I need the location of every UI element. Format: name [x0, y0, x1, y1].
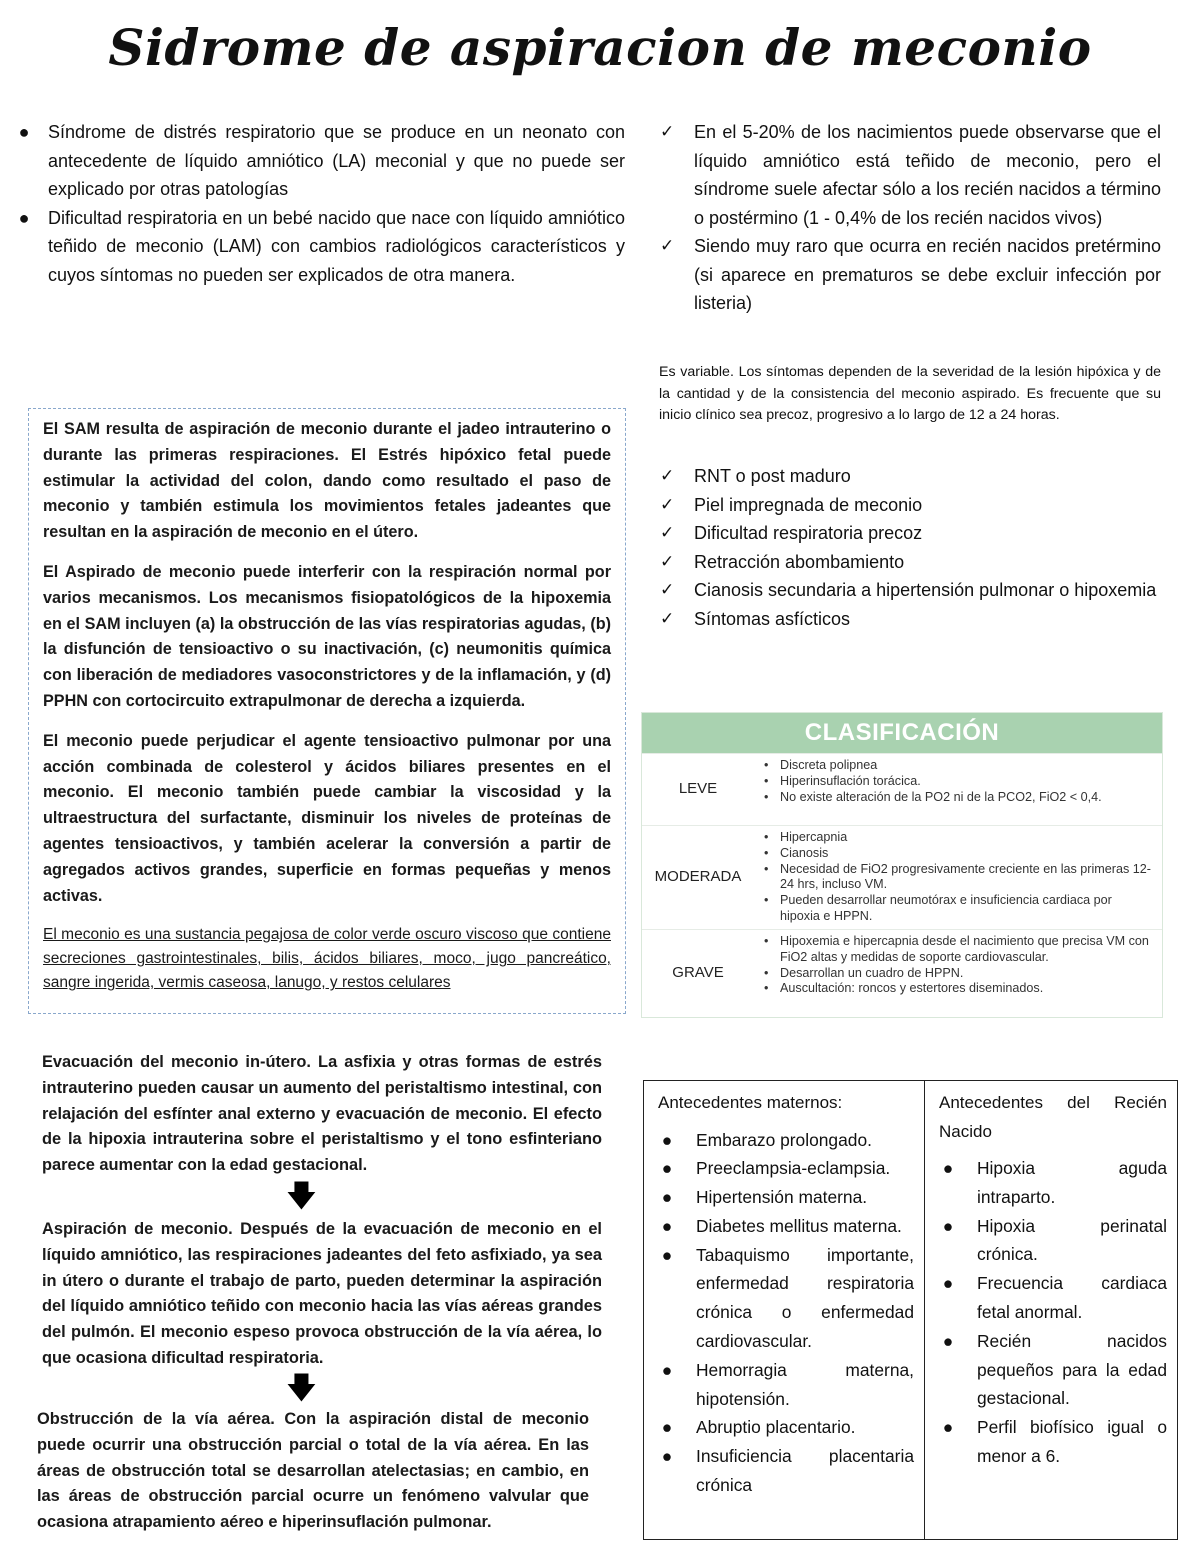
table-row [642, 753, 1162, 826]
bullet-icon: ● [661, 1417, 673, 1438]
checkmark-icon: ✓ [660, 122, 675, 141]
list-item: ✓ Dificultad respiratoria precoz [658, 519, 1161, 548]
checkmark-icon: ✓ [660, 608, 675, 628]
newborn-list [939, 1154, 1167, 1471]
checkmark-icon: ✓ [660, 466, 675, 485]
list-item: ● Hemorragia materna, hipotensión. [658, 1356, 914, 1414]
bullet-icon: ● [661, 1215, 673, 1236]
bullet-icon: ● [942, 1273, 954, 1294]
list-item: ● Hipertensión materna. [658, 1183, 914, 1212]
list-item: ✓ En el 5-20% de los nacimientos puede observarse que el líquido amniótico está teñido de meconio, pero el síndrome suele afectar sólo a los recién nacidos a término o postérmino (1 - 0,4% de los recién nacidos vivos) [658, 118, 1161, 232]
pathophysiology-box [28, 408, 626, 1014]
severity-label: LEVE [678, 780, 718, 797]
list-item: ● Tabaquismo importante, enfermedad respiratoria crónica o enfermedad cardiovascular. [658, 1241, 914, 1356]
flow-step-2: Aspiración de meconio. Después de la evacuación de meconio en el líquido amniótico, las respiraciones jadeantes del feto asfixiado, ya sea in útero o durante el trabajo de parto, pueden determinar la aspiración del líquido amniótico teñido con meconio hacia las vías aéreas grandes del pulmón. El meconio espeso provoca obstrucción de la vía aérea, lo que ocasiona dificultad respiratoria. [42, 1220, 602, 1367]
list-item: ● Dificultad respiratoria en un bebé nacido que nace con líquido amniótico teñido de meconio (LAM) con cambios radiológicos característicos y cuyos síntomas no pueden ser explicados de otra manera. [14, 204, 625, 290]
bullet-icon: ● [661, 1187, 673, 1208]
checkmark-icon: ✓ [660, 523, 675, 542]
list-item: ● Hipoxia perinatal crónica. [939, 1212, 1167, 1270]
list-item: ● Recién nacidos pequeños para la edad gestacional. [939, 1327, 1167, 1413]
definition-list [14, 118, 625, 289]
list-item: ● Preeclampsia-eclampsia. [658, 1154, 914, 1183]
page-title: Sidrome de aspiracion de meconio [108, 18, 1092, 77]
flow-step-3: Obstrucción de la vía aérea. Con la aspiración distal de meconio puede ocurrir una obstrucción parcial o total de la vía aérea. En las áreas de obstrucción total se desarrollan atelectasias; en cambio, en las áreas de obstrucción parcial ocurre un fenómeno valvular que ocasiona atrapamiento aéreo e hiperinsuflación pulmonar. [37, 1410, 589, 1532]
list-item: ✓ Cianosis secundaria a hipertensión pulmonar o hipoxemia [658, 576, 1161, 605]
bullet-icon: ● [661, 1158, 673, 1179]
checkmark-icon: ✓ [660, 494, 675, 514]
checkmark-icon: ✓ [660, 236, 675, 255]
bullet-icon: ● [942, 1417, 954, 1438]
list-item: ✓ Siendo muy raro que ocurra en recién nacidos pretérmino (si aparece en prematuros se debe excluir infección por listeria) [658, 232, 1161, 318]
bullet-icon: ● [661, 1359, 673, 1380]
box-paragraph: El Aspirado de meconio puede interferir con la respiración normal por varios mecanismos. Los mecanismos fisiopatológicos de la hipoxemia en el SAM incluyen (a) la obstrucción de las vías respiratorias agudas, (b) la disfunción de tensioactivo o su inactivación, (c) neumonitis química con liberación de mediadores vasoconstrictores y de la inflamación, y (d) PPHN con cortocircuito extrapulmonar de derecha a izquierda. [43, 562, 611, 710]
newborn-heading: Antecedentes del Recién Nacido [939, 1093, 1167, 1141]
severity-label: MODERADA [654, 868, 742, 885]
severity-label: GRAVE [672, 964, 724, 981]
clinical-intro: Es variable. Los síntomas dependen de la severidad de la lesión hipóxica y de la cantidad y de la consistencia del meconio aspirado. Es frecuente que su inicio clínico sea precoz, progresivo a lo largo de 12 a 24 horas. [659, 364, 1161, 423]
list-item: ● Abruptio placentario. [658, 1413, 914, 1442]
list-item: ● Insuficiencia placentaria crónica [658, 1442, 914, 1500]
list-item: ✓ RNT o post maduro [658, 462, 1161, 491]
classification-table [641, 712, 1163, 1018]
table-row [642, 929, 1162, 1018]
meconium-definition: El meconio es una sustancia pegajosa de color verde oscuro viscoso que contiene secreciones gastrointestinales, bilis, ácidos biliares, moco, jugo pancreático, sangre ingerida, vermis caseosa, lanugo, y restos celulares [43, 926, 611, 992]
maternal-column [644, 1081, 925, 1539]
bullet-icon: ● [18, 122, 30, 142]
epidemiology-list [658, 118, 1161, 318]
list-item: ✓ Retracción abombamiento [658, 548, 1161, 577]
clinical-signs-list [658, 462, 1161, 633]
flow-step-1: Evacuación del meconio in-útero. La asfixia y otras formas de estrés intrauterino pueden causar un aumento del peristaltismo intestinal, con relajación del esfínter anal externo y evacuación de meconio. El efecto de la hipoxia intrauterina sobre el peristaltismo y el tono esfinteriano parece aumentar con la edad gestacional. [42, 1053, 602, 1175]
list-item: ● Hipoxia aguda intraparto. [939, 1154, 1167, 1212]
newborn-column [925, 1081, 1177, 1539]
risk-factors-table [643, 1080, 1178, 1540]
severity-criteria: • Hipercapnia • Cianosis • Necesidad de FiO2 progresivamente creciente en las primeras 12-24 hrs, incluso VM. • Pueden desarrollar neumotórax e insuficiencia cardiaca por hipoxia e HPPN. [758, 830, 1154, 925]
list-item: ● Perfil biofísico igual o menor a 6. [939, 1413, 1167, 1471]
box-paragraph: El SAM resulta de aspiración de meconio durante el jadeo intrauterino o durante las primeras respiraciones. El Estrés hipóxico fetal puede estimular la actividad del colon, dando como resultado el paso de meconio y también estimula los movimientos fetales jadeantes que resultan en la aspiración de meconio en el útero. [43, 420, 611, 542]
list-item: ● Síndrome de distrés respiratorio que se produce en un neonato con antecedente de líquido amniótico (LA) meconial y que no puede ser explicado por otras patologías [14, 118, 625, 204]
checkmark-icon: ✓ [660, 580, 675, 599]
list-item: ● Embarazo prolongado. [658, 1126, 914, 1155]
severity-criteria: • Discreta polipnea • Hiperinsuflación torácica. • No existe alteración de la PO2 ni de la PCO2, FiO2 < 0,4. [758, 758, 1154, 805]
bullet-icon: ● [942, 1158, 954, 1178]
classification-title: CLASIFICACIÓN [642, 713, 1162, 753]
list-item: ● Diabetes mellitus materna. [658, 1212, 914, 1241]
arrow-down-icon: 🡇 [286, 1372, 317, 1405]
bullet-icon: ● [942, 1215, 954, 1236]
list-item: ● Frecuencia cardiaca fetal anormal. [939, 1269, 1167, 1327]
bullet-icon: ● [661, 1446, 673, 1467]
box-paragraph: El meconio puede perjudicar el agente tensioactivo pulmonar por una acción combinada de colesterol y ácidos biliares presentes en el meconio. El meconio también puede cambiar la viscosidad y la ultraestructura del surfactante, disminuir los niveles de proteínas de agentes tensioactivos, y también acelerar la conversión a partir de agregados activos grandes, superficie en formas pequeñas y menos activas. [43, 731, 611, 905]
list-item: ✓ Síntomas asfícticos [658, 605, 1161, 634]
bullet-icon: ● [661, 1129, 673, 1150]
maternal-heading: Antecedentes maternos: [658, 1093, 843, 1112]
bullet-icon: ● [942, 1330, 954, 1351]
table-row [642, 825, 1162, 930]
arrow-down-icon: 🡇 [286, 1180, 317, 1213]
maternal-list [658, 1126, 914, 1500]
bullet-icon: ● [661, 1244, 673, 1265]
severity-criteria: • Hipoxemia e hipercapnia desde el nacimiento que precisa VM con FiO2 altas y medidas de soporte cardiovascular. • Desarrollan un cuadro de HPPN. • Auscultación: roncos y estertores diseminados. [758, 934, 1154, 997]
bullet-icon: ● [18, 207, 30, 228]
checkmark-icon: ✓ [660, 551, 675, 571]
list-item: ✓ Piel impregnada de meconio [658, 491, 1161, 520]
